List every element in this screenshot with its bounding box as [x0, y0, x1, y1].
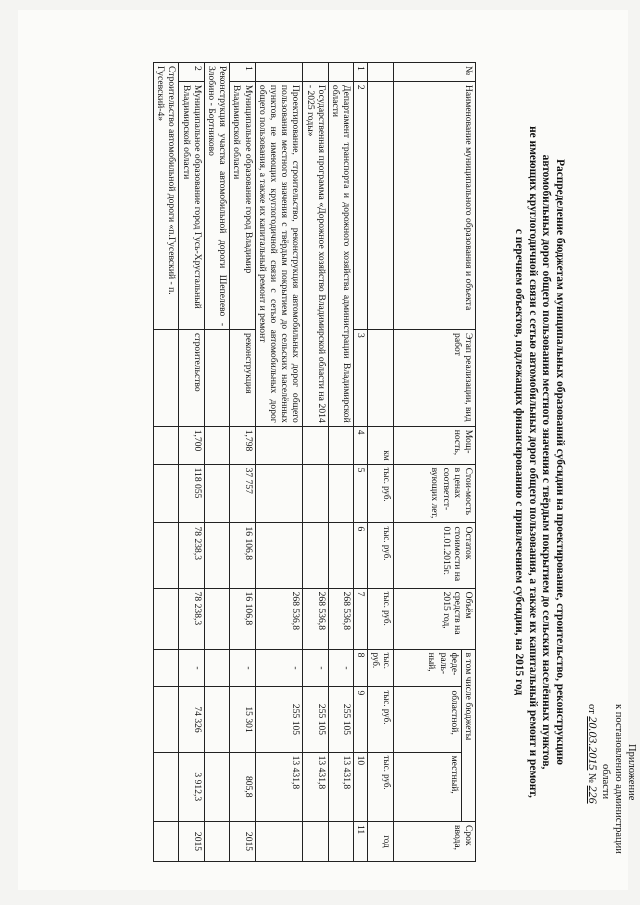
row-obj2-name: Строительство автомобильной дороги «п.Гусевский - п. Гусевский-4» [153, 63, 178, 330]
heading-line-2: автомобильных дорог общего пользования местного значения с твёрдым покрытием до сельских населённых пунктов, [540, 154, 553, 770]
header-federal: феде-раль-ный, [393, 649, 461, 687]
row-dept-volume: 268 536,8 [328, 588, 353, 649]
unit-regional: тыс. руб. [368, 687, 393, 752]
units-row [368, 63, 393, 862]
decree-date: 20.03.2015 [586, 716, 600, 771]
header-stage: Этап реализации, вид работ [393, 330, 475, 427]
row-mo1-capacity: 1,798 [230, 426, 255, 464]
row-design-name: Проектирование, строительство, реконструкция автомобильных дорог общего пользования местного значения с твёрдым покрытием до сельских населённых пунктов, не имеющих круглогодичной связи с сетью автомобильных дорог общего пользования, а также их капитальный ремонт и ремонт [255, 81, 303, 426]
col-num: 8 [354, 649, 368, 687]
header-regional: областной, [393, 687, 461, 752]
row-dept-federal: - [328, 649, 353, 687]
row-dept-regional: 255 105 [328, 687, 353, 752]
appendix-date-line [585, 704, 599, 874]
row-program-name: Государственная программа «Дорожное хозяйство Владимирской области на 2014 - 2025 годы» [303, 81, 328, 426]
col-num: 1 [354, 63, 368, 82]
row-mo1-regional: 15 301 [230, 687, 255, 752]
row-dept-name: Департамент транспорта и дорожного хозяйства администрации Владимирской области [328, 81, 353, 426]
row-mo1-local: 805,8 [230, 752, 255, 821]
document-heading [512, 72, 566, 852]
row-mo2-stage: строительство [179, 330, 204, 427]
table-row [179, 63, 204, 862]
unit-remaining: тыс. руб. [368, 523, 393, 588]
subsidy-table [153, 62, 476, 862]
document-page [18, 10, 637, 890]
row-mo2-local: 3 912,3 [179, 752, 204, 821]
col-num: 11 [354, 821, 368, 861]
row-program-federal: - [303, 649, 328, 687]
row-mo2-cost: 118 055 [179, 464, 204, 523]
header-deadline: Срок ввода, [393, 821, 475, 861]
table-row [230, 63, 255, 862]
row-design-regional: 255 105 [255, 687, 303, 752]
rotated-sheet [38, 32, 638, 892]
col-num: 10 [354, 752, 368, 821]
unit-volume: тыс. руб. [368, 588, 393, 649]
unit-deadline: год [368, 821, 393, 861]
table-row [204, 63, 229, 862]
heading-line-4: с перечнем объектов, подлежащих финансированию с привлечением субсидии, на 2015 год [513, 228, 526, 696]
header-row-1 [461, 63, 475, 862]
header-volume: Объём средств на 2015 год, [393, 588, 475, 649]
row-mo1-no: 1 [230, 63, 255, 82]
col-num: 5 [354, 464, 368, 523]
heading-line-3: не имеющих круглогодичной связи с сетью автомобильных дорог общего пользования, а также их капитальный ремонт и ремонт, [527, 126, 539, 798]
header-local: местный, [393, 752, 461, 821]
header-budgets: в том числе бюджеты [461, 649, 475, 821]
row-design-volume: 268 536,8 [255, 588, 303, 649]
date-prefix: от [586, 704, 597, 714]
row-mo1-volume: 16 106,8 [230, 588, 255, 649]
table-row [153, 63, 178, 862]
row-mo2-no: 2 [179, 63, 204, 82]
row-mo2-name: Муниципальное образование город Гусь-Хрустальный Владимирской области [179, 81, 204, 329]
row-mo1-stage: реконструкция [230, 330, 255, 427]
col-num: 2 [354, 81, 368, 329]
appendix-block [585, 704, 638, 874]
header-name: Наименование муниципального образования и объекта [393, 81, 475, 329]
row-design-federal: - [255, 649, 303, 687]
row-mo1-cost: 37 757 [230, 464, 255, 523]
decree-number: 226 [586, 785, 600, 804]
appendix-region: области [600, 764, 611, 800]
row-mo2-federal: - [179, 649, 204, 687]
col-num: 9 [354, 687, 368, 752]
heading-line-1: Распределение бюджетам муниципальных образований субсидии на проектирование, строительство, реконструкцию [554, 159, 566, 765]
row-program-volume: 268 536,8 [303, 588, 328, 649]
col-num: 7 [354, 588, 368, 649]
col-num: 3 [354, 330, 368, 427]
table-row [303, 63, 328, 862]
appendix-title: Приложение [626, 744, 637, 801]
header-cost: Стои-мость в ценах соответст-вующих лет, [393, 464, 475, 523]
row-mo2-volume: 78 238,3 [179, 588, 204, 649]
row-mo1-federal: - [230, 649, 255, 687]
table-row [328, 63, 353, 862]
row-program-regional: 255 105 [303, 687, 328, 752]
column-numbers-row [354, 63, 368, 862]
table-row [255, 63, 303, 862]
row-mo2-remaining: 78 238,3 [179, 523, 204, 588]
row-mo2-deadline: 2015 [179, 821, 204, 861]
row-design-local: 13 431,8 [255, 752, 303, 821]
row-mo1-name: Муниципальное образование город Владимир Владимирской области [230, 81, 255, 329]
col-num: 4 [354, 426, 368, 464]
row-mo1-remaining: 16 106,8 [230, 523, 255, 588]
row-mo2-capacity: 1,700 [179, 426, 204, 464]
row-program-local: 13 431,8 [303, 752, 328, 821]
header-capacity: Мощ-ность, [393, 426, 475, 464]
row-dept-local: 13 431,8 [328, 752, 353, 821]
col-num: 6 [354, 523, 368, 588]
unit-cost: тыс. руб. [368, 464, 393, 523]
unit-capacity: км [368, 426, 393, 464]
unit-local: тыс. руб. [368, 752, 393, 821]
header-no: № [393, 63, 475, 82]
header-remaining: Остаток стоимости на 01.01.2015г. [393, 523, 475, 588]
number-prefix: № [586, 772, 597, 783]
row-mo2-regional: 74 326 [179, 687, 204, 752]
row-mo1-deadline: 2015 [230, 821, 255, 861]
unit-federal: тыс. руб. [368, 649, 393, 687]
appendix-decree: к постановлению администрации [613, 704, 624, 854]
row-obj1-name: Реконструкция участка автомобильной дороги Шепелево - Злобино - Бортниково [204, 63, 229, 330]
